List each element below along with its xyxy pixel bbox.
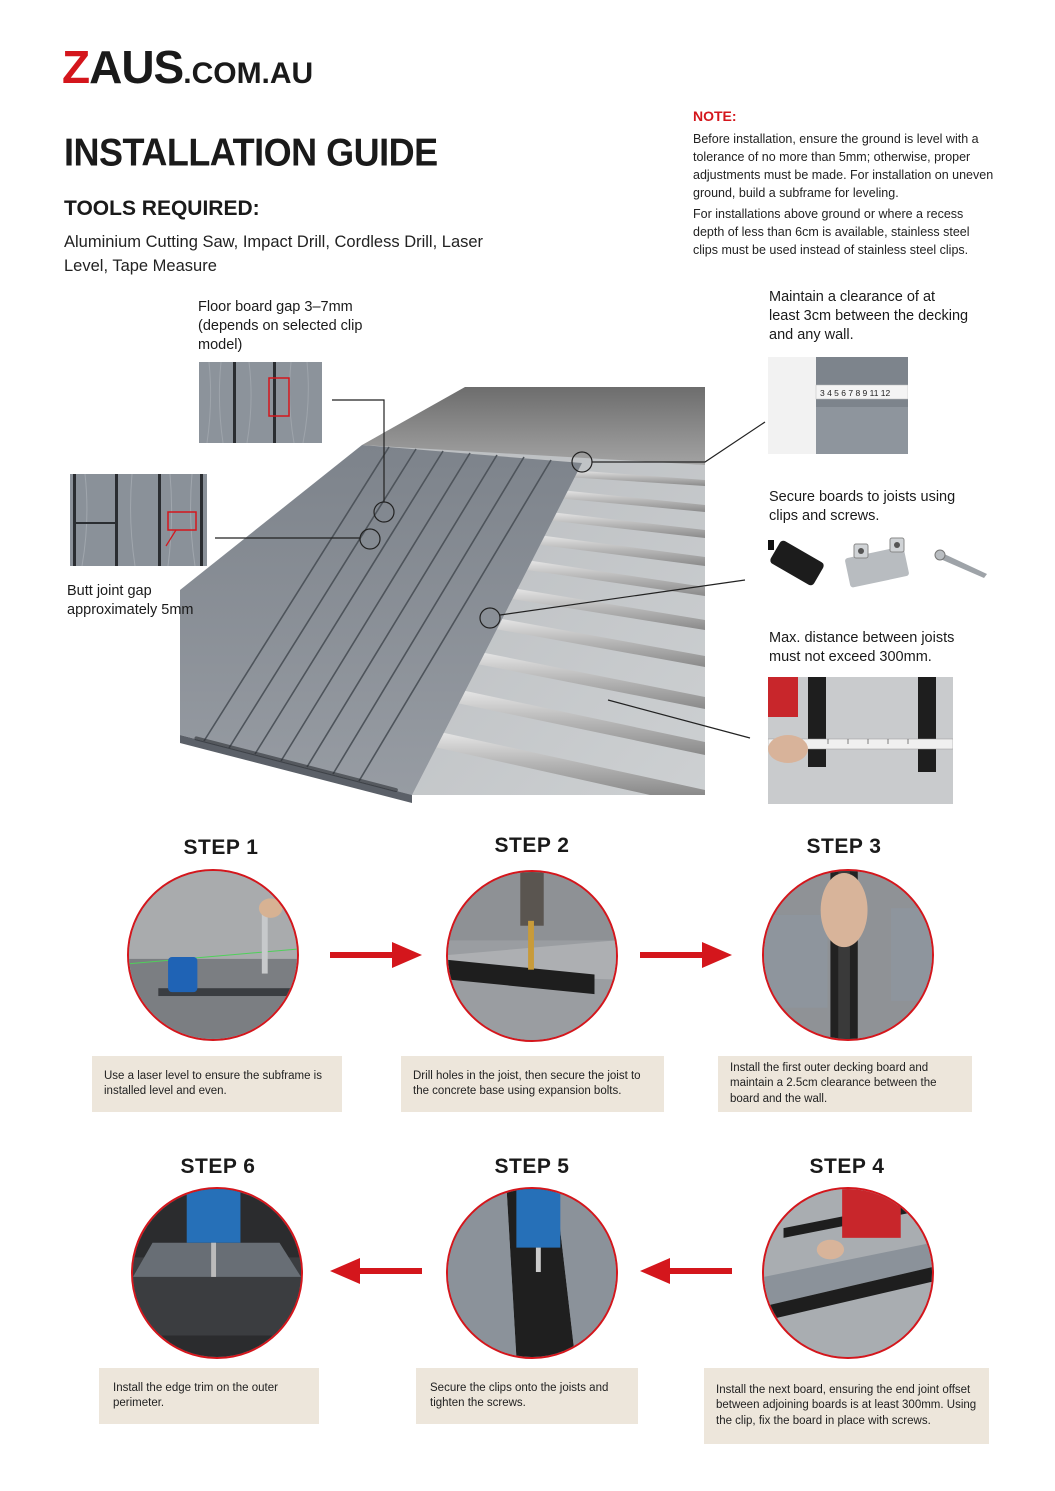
page-title: INSTALLATION GUIDE — [64, 130, 438, 175]
joist-distance-photo — [768, 677, 953, 804]
tools-list: Aluminium Cutting Saw, Impact Drill, Cordless Drill, Laser Level, Tape Measure — [64, 233, 484, 275]
step-3-title: STEP 3 — [806, 835, 882, 858]
note-paragraph-2: For installations above ground or where a recess depth of less than 6cm is available, stainless steel clips must be used instead of stainless steel clips. — [693, 207, 970, 257]
arrow-left-icon — [330, 1256, 422, 1286]
step-1-photo — [127, 869, 299, 1041]
arrow-left-icon — [640, 1256, 732, 1286]
step-2-caption: Drill holes in the joist, then secure the joist to the concrete base using expansion bolts. — [401, 1056, 664, 1112]
logo-aus: AUS — [89, 41, 184, 93]
logo-domain: .COM.AU — [183, 57, 314, 90]
arrow-right-icon — [640, 940, 732, 970]
step-6-title: STEP 6 — [180, 1155, 256, 1178]
note-paragraph-1: Before installation, ensure the ground is level with a tolerance of no more than 5mm; otherwise, proper adjustments must be made. For installation on uneven ground, build a subframe for leveling. — [693, 132, 994, 200]
step-5-photo — [446, 1187, 618, 1359]
tools-heading: TOOLS REQUIRED: — [64, 197, 260, 220]
step-4-photo — [762, 1187, 934, 1359]
arrow-right-icon — [330, 940, 422, 970]
step-6-photo — [131, 1187, 303, 1359]
step-4-title: STEP 4 — [809, 1155, 885, 1178]
secure-label: Secure boards to joists using clips and screws. — [769, 489, 956, 524]
max-distance-label: Max. distance between joists must not exceed 300mm. — [769, 630, 955, 665]
steel-clip-icon — [845, 538, 910, 588]
drill-icon — [516, 1189, 560, 1248]
step-3-caption: Install the first outer decking board and maintain a 2.5cm clearance between the board and the wall. — [718, 1056, 972, 1112]
drill-icon — [187, 1189, 241, 1243]
clearance-photo — [768, 357, 908, 454]
step-6-caption: Install the edge trim on the outer perimeter. — [99, 1368, 319, 1424]
step-5-title: STEP 5 — [494, 1155, 570, 1178]
laser-level-icon — [168, 957, 197, 992]
butt-joint-photo — [70, 474, 207, 566]
clips-and-screws-photo — [762, 530, 997, 602]
step-2-photo — [446, 870, 618, 1042]
screw-icon — [935, 550, 987, 578]
step-1-title: STEP 1 — [183, 836, 259, 859]
black-clip-icon — [768, 539, 825, 587]
brand-logo — [62, 40, 313, 94]
floor-gap-photo — [199, 362, 322, 443]
step-2-title: STEP 2 — [494, 834, 570, 857]
butt-joint-label: Butt joint gap approximately 5mm — [67, 583, 194, 618]
logo-z: Z — [62, 41, 90, 93]
step-4-caption: Install the next board, ensuring the end joint offset between adjoining boards is at least 300mm. Using the clip, fix the board in place with screws. — [704, 1368, 989, 1444]
drill-bit-icon — [528, 921, 534, 970]
step-5-caption: Secure the clips onto the joists and tighten the screws. — [416, 1368, 638, 1424]
clearance-label: Maintain a clearance of at least 3cm between the decking and any wall. — [769, 289, 969, 343]
tape-measure-numbers: 3 4 5 6 7 8 9 11 12 — [820, 388, 891, 398]
step-3-photo — [762, 869, 934, 1041]
step-1-caption: Use a laser level to ensure the subframe is installed level and even. — [92, 1056, 342, 1112]
note-heading: NOTE: — [693, 108, 737, 124]
floor-gap-label: Floor board gap 3–7mm (depends on selected clip model) — [198, 299, 363, 353]
